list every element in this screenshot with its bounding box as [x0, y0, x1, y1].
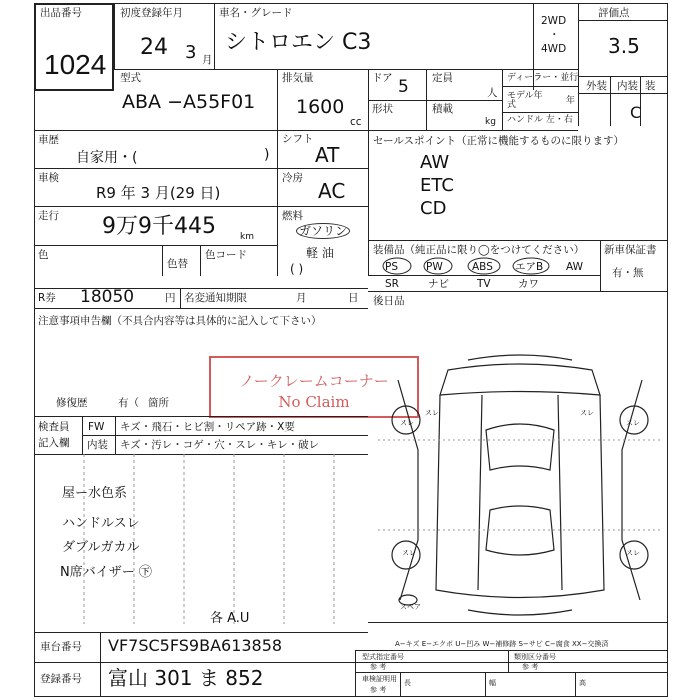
first-registration-year: 24 — [140, 35, 168, 60]
capacity-unit: 人 — [487, 87, 498, 99]
fuel-other: ( ) — [290, 262, 304, 276]
damage-legend: A−キズ E−エクボ U−凹み W−補修跡 S−サビ C−腐食 XX−交換済 — [395, 640, 609, 648]
equipment-leather: カワ — [518, 278, 539, 290]
length-label: 長 — [404, 679, 411, 687]
first-registration-month: 3 — [185, 42, 197, 63]
interior-check-text: キズ・汚レ・コゲ・穴・スレ・キレ・破レ — [120, 439, 320, 451]
ac-label: 冷房 — [282, 172, 303, 184]
fuel-gas-mark: ガソリン — [296, 223, 350, 239]
category-ref: 参 考 — [522, 663, 539, 671]
sales-point-label: セールスポイント（正常に機能するものに限ります） — [373, 135, 625, 147]
no-claim-en: No Claim — [278, 393, 350, 411]
color-label: 色 — [38, 249, 49, 261]
plate-value: 富山 301 ま 852 — [108, 666, 264, 690]
model-year-label: モデル年式 — [507, 91, 543, 110]
inspector-label: 検査員 — [38, 421, 70, 433]
cert-ref: 参 考 — [370, 686, 387, 694]
grade-label: 評価点 — [598, 7, 630, 19]
equipment-aw: AW — [566, 261, 583, 273]
displacement-unit: cc — [350, 116, 362, 128]
recycle-unit: 円 — [165, 292, 176, 304]
dealer-label: ディーラー・並行 — [507, 73, 579, 83]
fw-text: キズ・飛石・ヒビ割・リペア跡・X要 — [120, 421, 295, 433]
warranty-label: 新車保証書 — [604, 244, 657, 256]
drive-4wd: 4WD — [541, 43, 567, 55]
recycle-value: 18050 — [80, 287, 135, 307]
chassis-label: 車台番号 — [40, 641, 82, 653]
note-line: 各 A.U — [210, 611, 250, 626]
model-label: 型式 — [120, 72, 141, 84]
equipment-abs: ABS — [472, 261, 493, 273]
plate-label: 登録番号 — [40, 673, 82, 685]
type-cert-ref: 参 考 — [370, 663, 387, 671]
handle-label: ハンドル 左・右 — [507, 115, 573, 125]
history-label: 車歴 — [38, 134, 59, 146]
fuel-label: 燃料 — [282, 210, 303, 222]
notes-label: 注意事項申告欄（不具合内容等は具体的に記入して下さい） — [38, 315, 322, 327]
lot-number-value: 1024 — [44, 49, 107, 80]
diagram-mark: スレ — [402, 549, 416, 557]
grade-value: 3.5 — [608, 34, 640, 58]
diagram-mark: スレ — [626, 419, 640, 427]
history-value: 自家用・( — [76, 150, 138, 166]
repair-history-unit: 箇所 — [148, 397, 169, 409]
first-registration-label: 初度登録年月 — [120, 7, 183, 19]
fuel-gas — [296, 222, 350, 239]
name-change-month: 月 — [296, 292, 307, 304]
lot-number-label: 出品番号 — [40, 7, 82, 19]
displacement-value: 1600 — [296, 96, 345, 118]
sales-point-item: ETC — [420, 175, 454, 196]
ac-value: AC — [318, 179, 346, 203]
inspection-label: 車検 — [38, 172, 59, 184]
fuel-diesel: 軽 油 — [306, 246, 334, 260]
category-label: 類別区分番号 — [514, 653, 556, 661]
equipment-circles — [368, 255, 600, 277]
equipment-navi: ナビ — [428, 278, 449, 290]
interior-check-label: 内装 — [87, 439, 108, 451]
spare-label: スペア — [400, 603, 421, 611]
note-line: N席バイザー ㊦ — [60, 565, 152, 580]
note-line: ダブルガカル — [62, 540, 140, 555]
repair-col-label: 装 — [645, 80, 656, 92]
name-change-label: 名変通知期限 — [184, 292, 247, 304]
equipment-tv: TV — [477, 278, 491, 290]
door-label: ドア — [372, 72, 393, 84]
sales-point-item: AW — [420, 152, 450, 173]
recycle-label: R券 — [38, 292, 56, 304]
inspector-label-2: 記入欄 — [38, 437, 70, 449]
car-name-label: 車名・グレード — [219, 7, 293, 19]
repair-history-label: 修復歴 — [56, 397, 88, 409]
history-close: ) — [264, 147, 270, 163]
exterior-label: 外装 — [586, 80, 607, 92]
chassis-value: VF7SC5FS9BA613858 — [108, 636, 283, 655]
drive-2wd: 2WD — [541, 15, 567, 27]
diagram-mark: スレ — [425, 409, 439, 417]
warranty-value: 有・無 — [612, 267, 644, 279]
door-value: 5 — [398, 77, 409, 97]
diagram-mark: スレ — [580, 409, 594, 417]
diagram-mark: スレ — [400, 419, 414, 427]
note-line: ハンドルスレ — [62, 516, 140, 531]
no-claim-ja: ノークレームコーナー — [239, 372, 389, 390]
shape-label: 形状 — [372, 103, 393, 115]
diagram-mark: スレ — [626, 549, 640, 557]
width-label: 幅 — [489, 679, 496, 687]
color-change-label: 色替 — [167, 258, 188, 270]
inspection-value: R9 年 3 月(29 日) — [96, 184, 221, 202]
after-items-label: 後日品 — [373, 295, 405, 307]
equipment-airbag: エアB — [515, 261, 544, 273]
color-code-label: 色コード — [205, 249, 247, 261]
mileage-label: 走行 — [38, 210, 59, 222]
car-damage-diagram — [378, 340, 663, 625]
name-change-day: 日 — [348, 292, 359, 304]
equipment-ps: PS — [385, 261, 398, 273]
equipment-label: 装備品（純正品に限り◯をつけてください） — [373, 244, 585, 256]
model-year-unit: 年 — [566, 96, 576, 106]
drive-dot: ・ — [549, 29, 560, 41]
sales-point-item: CD — [420, 198, 447, 219]
repair-history-value: 有（ — [118, 397, 139, 409]
cert-label: 車検証明用 — [362, 675, 397, 683]
displacement-label: 排気量 — [282, 72, 314, 84]
load-unit: kg — [485, 117, 496, 127]
mileage-unit: km — [240, 232, 254, 242]
equipment-pw: PW — [426, 261, 443, 273]
notes-grid — [34, 454, 368, 624]
car-name-value: シトロエン C3 — [225, 30, 372, 55]
capacity-label: 定員 — [432, 72, 453, 84]
interior-grade-value: C — [630, 103, 642, 122]
type-cert-label: 型式指定番号 — [362, 653, 404, 661]
model-value: ABA −A55F01 — [122, 91, 256, 113]
shift-label: シフト — [282, 133, 314, 145]
equipment-sr: SR — [385, 278, 399, 290]
first-registration-month-unit: 月 — [202, 54, 213, 66]
height-label: 高 — [579, 679, 586, 687]
interior-label: 内装 — [617, 80, 638, 92]
shift-value: AT — [315, 143, 340, 167]
load-label: 積載 — [432, 103, 453, 115]
fw-label: FW — [88, 421, 105, 433]
mileage-value: 9万9千445 — [102, 214, 216, 239]
note-line: 屋ー水色系 — [62, 486, 128, 501]
